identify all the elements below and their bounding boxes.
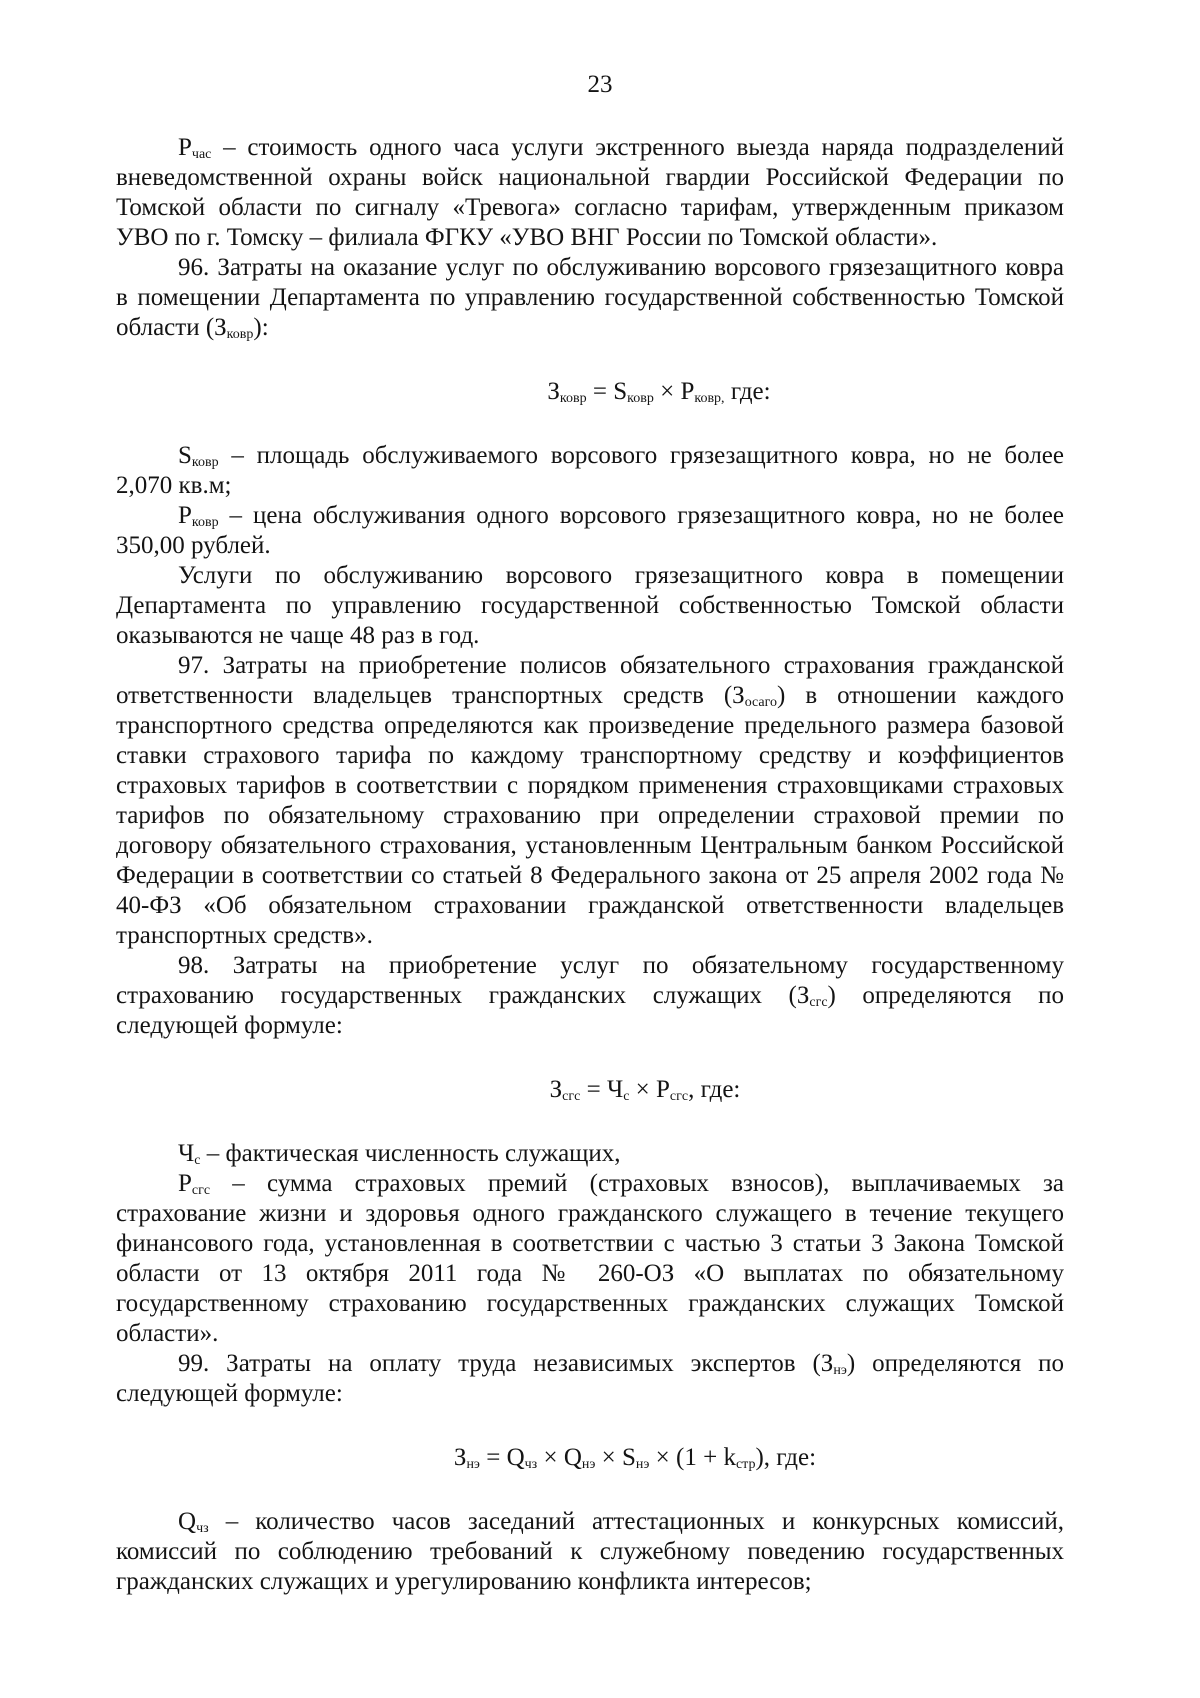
paragraph-96: 96. Затраты на оказание услуг по обслуживанию ворсового грязезащитного ковра в помещении Департамента по управлению государственной собственностью Томской области $(З_{ковр})$: [116,254,1064,342]
paragraph-99: 99. Затраты на оплату труда независимых экспертов $(З_{нэ})$ определяются по следующей формуле: [116,1350,1064,1407]
definition-q-chz: $Q_{чз}$ – количество часов заседаний аттестационных и конкурсных комиссий, комиссий по соблюдению требований к служебному поведению государственных гражданских служащих и урегулированию конфликта интересов; [116,1508,1064,1595]
definition-ch-s: $Ч_с$ – фактическая численность служащих, [178,1140,621,1168]
definition-s-kovr: $S_{ковр}$ – площадь обслуживаемого ворсового грязезащитного ковра, но не более 2,070 кв.м; [116,442,1064,499]
definition-p-sgs: $P_{сгс}$ – сумма страховых премий (страховых взносов), выплачиваемых за страхование жизни и здоровья одного гражданского служащего в течение текущего финансового года, установленная в соответствии с частью 3 статьи 3 Закона Томской области от 13 октября 2011 года № 260-ОЗ «О выплатах по обязательному государственному страхованию государственных гражданских служащих Томской области». [116,1170,1064,1347]
paragraph-kovr-services: Услуги по обслуживанию ворсового грязезащитного ковра в помещении Департамента по управлению государственной собственностью Томской области оказываются не чаще 48 раз в год. [116,562,1064,649]
formula-sgs: $З_{сгс} = Ч_с \times P_{сгс}$, где: [549,1076,741,1104]
page-number: 23 [587,71,613,98]
formula-kovr: $З_{ковр} = S_{ковр} \times P_{ковр,}$ где: [547,378,771,406]
document-body [116,133,1064,1597]
paragraph-98: 98. Затраты на приобретение услуг по обязательному государственному страхованию государственных гражданских служащих $(З_{сгс})$ определяются по следующей формуле: [116,952,1064,1039]
formula-ne: $З_{нэ} = Q_{чз} \times Q_{нэ} \times S_{нэ} \times (1 + k_{стр})$, где: [453,1444,817,1472]
paragraph-97: 97. Затраты на приобретение полисов обязательного страхования гражданской ответственности владельцев транспортных средств $(З_{осаго})$ в отношении каждого транспортного средства определяются как произведение предельного размера базовой ставки страхового тарифа по каждому транспортному средству и коэффициентов страховых тарифов в соответствии с порядком применения страховщиками страховых тарифов по обязательному страхованию при определении страховой премии по договору обязательного страхования, установленным Центральным банком Российской Федерации в соответствии со статьей 8 Федерального закона от 25 апреля 2002 года № 40-ФЗ «Об обязательном страховании гражданской ответственности владельцев транспортных средств». [116,652,1064,949]
definition-p-kovr: $P_{ковр}$ – цена обслуживания одного ворсового грязезащитного ковра, но не более 350,00 рублей. [116,502,1064,559]
paragraph-p-chas: $P_{час}$ – стоимость одного часа услуги экстренного выезда наряда подразделений вневедомственной охраны войск национальной гвардии Российской Федерации по Томской области по сигналу «Тревога» согласно тарифам, утвержденным приказом УВО по г. Томску – филиала ФГКУ «УВО ВНГ России по Томской области». [116,134,1064,251]
